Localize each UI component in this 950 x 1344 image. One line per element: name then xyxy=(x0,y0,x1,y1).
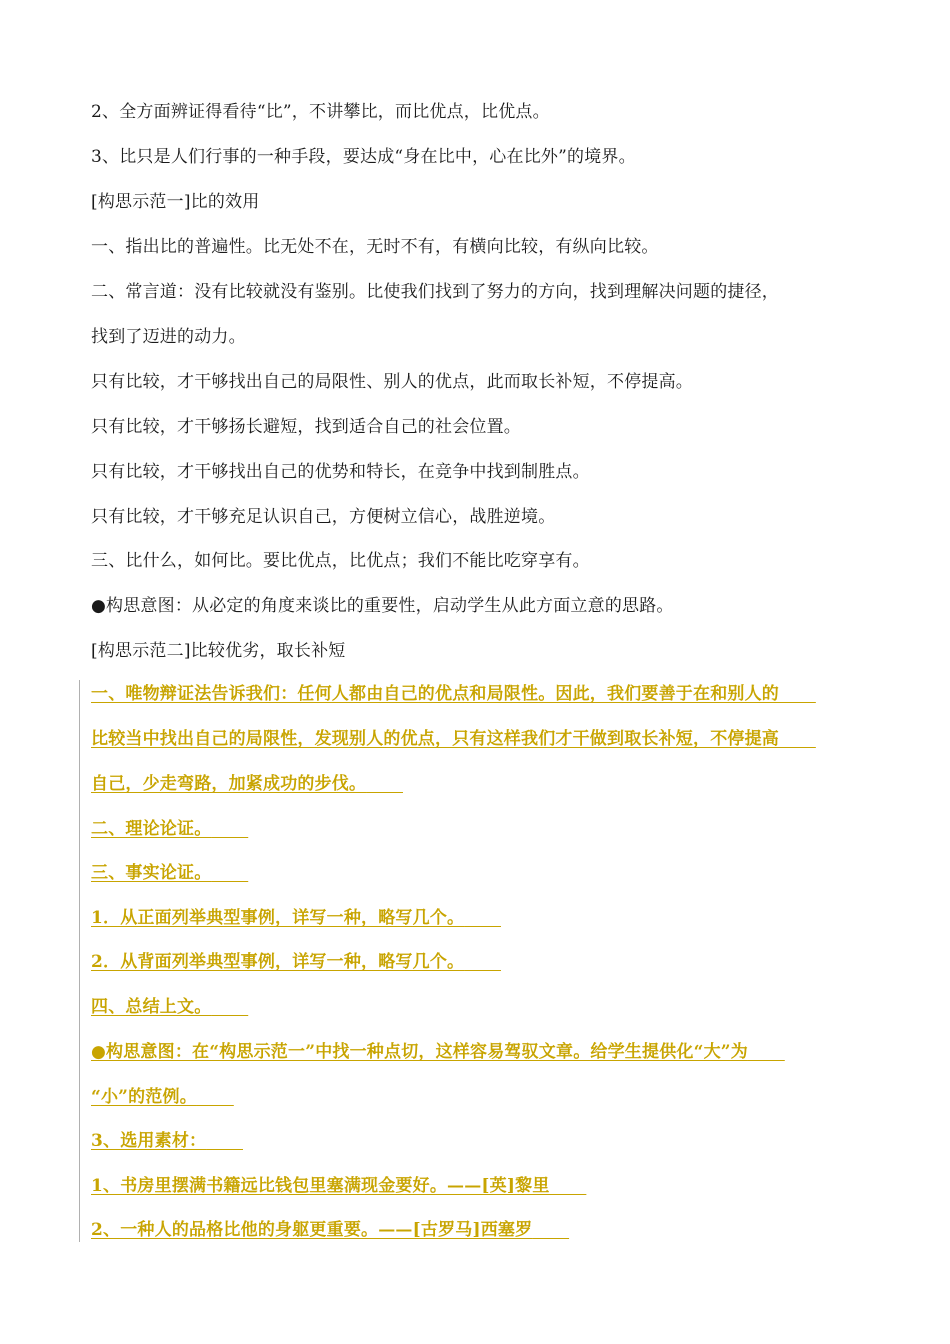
revision-change-bar xyxy=(79,680,80,1242)
paragraph-line: 只有比较，才干够找出自己的局限性、别人的优点，此而取长补短，不停提高。 xyxy=(91,372,693,392)
revised-line xyxy=(91,773,403,795)
paragraph-line: 2、全方面辨证得看待“比”，不讲攀比，而比优点，比优点。 xyxy=(91,102,550,122)
revised-line xyxy=(91,728,816,750)
paragraph-line: 找到了迈进的动力。 xyxy=(91,327,246,347)
paragraph-line: 只有比较，才干够扬长避短，找到适合自己的社会位置。 xyxy=(91,417,521,437)
revised-line xyxy=(91,951,501,973)
revised-text: ●构思意图：在“构思示范一”中找一种点切，这样容易驾驭文章。给学生提供化“大”为 xyxy=(91,1042,748,1062)
revised-line xyxy=(91,683,816,705)
revised-line xyxy=(91,1086,234,1108)
revised-line xyxy=(91,862,248,884)
revised-line xyxy=(91,1219,569,1241)
revised-text: “小”的范例。 xyxy=(91,1087,197,1107)
revised-line xyxy=(91,907,501,929)
section-heading: [构思示范一]比的效用 xyxy=(91,192,260,212)
paragraph-line: 3、比只是人们行事的一种手段，要达成“身在比中，心在比外”的境界。 xyxy=(91,147,636,167)
revised-text: 1、书房里摆满书籍远比钱包里塞满现金要好。——[英]黎里 xyxy=(91,1176,550,1196)
revised-text: 四、总结上文。 xyxy=(91,997,212,1017)
section-heading: [构思示范二]比较优劣，取长补短 xyxy=(91,641,346,661)
revised-text: 1．从正面列举典型事例，详写一种，略写几个。 xyxy=(91,908,465,928)
revised-line xyxy=(91,996,248,1018)
paragraph-line: ●构思意图：从必定的角度来谈比的重要性，启动学生从此方面立意的思路。 xyxy=(91,596,674,616)
revised-text: 3、选用素材： xyxy=(91,1131,207,1151)
revised-line xyxy=(91,1041,785,1063)
paragraph-line: 只有比较，才干够找出自己的优势和特长，在竞争中找到制胜点。 xyxy=(91,462,590,482)
revised-text: 一、唯物辩证法告诉我们：任何人都由自己的优点和局限性。因此，我们要善于在和别人的 xyxy=(91,684,779,704)
revised-text: 2、一种人的品格比他的身躯更重要。——[古罗马]西塞罗 xyxy=(91,1220,533,1240)
revised-line xyxy=(91,1130,243,1152)
revised-line xyxy=(91,818,248,840)
revised-line xyxy=(91,1175,586,1197)
paragraph-line: 二、常言道：没有比较就没有鉴别。比使我们找到了努力的方向，找到理解决问题的捷径， xyxy=(91,282,779,302)
revised-text: 二、理论论证。 xyxy=(91,819,212,839)
paragraph-line: 只有比较，才干够充足认识自己，方便树立信心，战胜逆境。 xyxy=(91,507,556,527)
revised-text: 比较当中找出自己的局限性，发现别人的优点，只有这样我们才干做到取长补短，不停提高 xyxy=(91,729,779,749)
paragraph-line: 三、比什么，如何比。要比优点，比优点；我们不能比吃穿享有。 xyxy=(91,551,590,571)
paragraph-line: 一、指出比的普遍性。比无处不在，无时不有，有横向比较，有纵向比较。 xyxy=(91,237,659,257)
revised-text: 自己，少走弯路，加紧成功的步伐。 xyxy=(91,774,367,794)
revised-text: 三、事实论证。 xyxy=(91,863,212,883)
revised-text: 2．从背面列举典型事例，详写一种，略写几个。 xyxy=(91,952,465,972)
